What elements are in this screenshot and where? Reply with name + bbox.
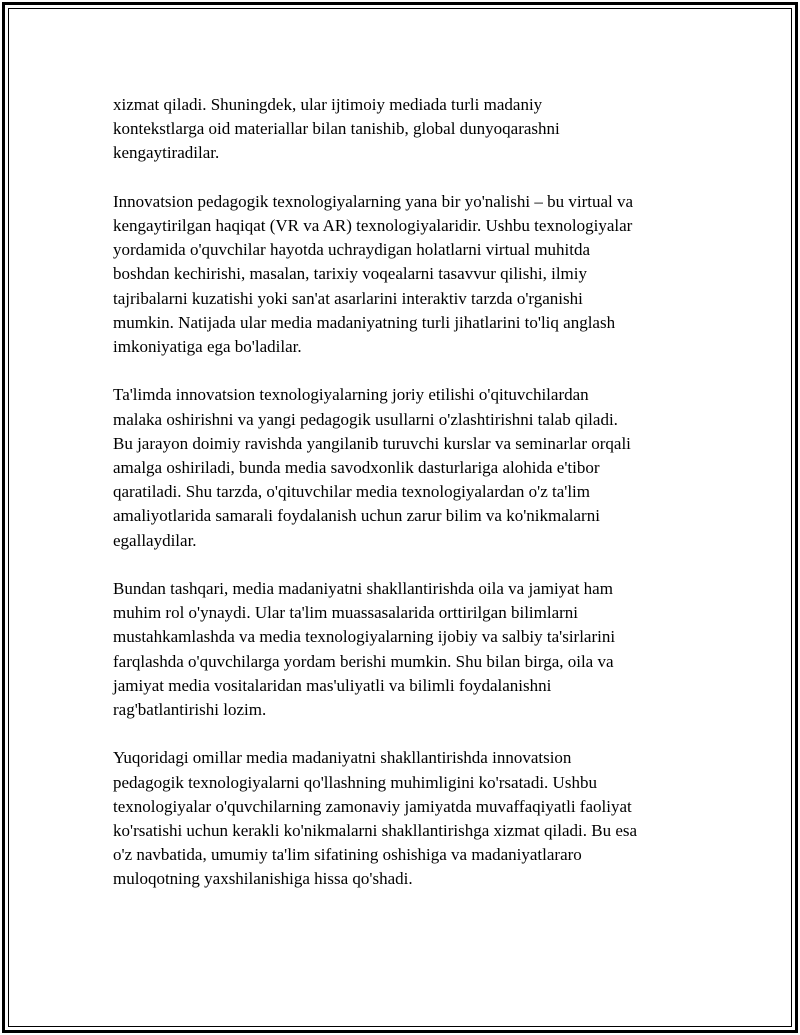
paragraph-4 xyxy=(113,577,703,722)
paragraph-line: tajribalarni kuzatishi yoki san'at asarlarini interaktiv tarzda o'rganishi xyxy=(113,288,583,308)
paragraph-1 xyxy=(113,93,703,166)
paragraph-line: egallaydilar. xyxy=(113,530,197,550)
paragraph-line: Ta'limda innovatsion texnologiyalarning joriy etilishi o'qituvchilardan xyxy=(113,385,589,405)
paragraph-line: Innovatsion pedagogik texnologiyalarning yana bir yo'nalishi – bu virtual va xyxy=(113,191,634,211)
paragraph-line: texnologiyalar o'quvchilarning zamonaviy jamiyatda muvaffaqiyatli faoliyat xyxy=(113,796,632,816)
paragraph-line: kengaytiradilar. xyxy=(113,143,220,163)
paragraph-5 xyxy=(113,746,703,891)
paragraph-line: kengaytirilgan haqiqat (VR va AR) texnologiyalaridir. Ushbu texnologiyalar xyxy=(113,216,633,235)
paragraph-line: jamiyat media vositalaridan mas'uliyatli va bilimli foydalanishni xyxy=(113,675,552,695)
paragraph-line: amaliyotlarida samarali foydalanish uchun zarur bilim va ko'nikmalarni xyxy=(113,506,600,526)
paragraph-line: mustahkamlashda va media texnologiyalarning ijobiy va salbiy ta'sirlarini xyxy=(113,627,616,647)
paragraph-line: amalga oshiriladi, bunda media savodxonlik dasturlariga alohida e'tibor xyxy=(113,458,600,478)
document-body xyxy=(113,93,703,916)
paragraph-3 xyxy=(113,383,703,552)
paragraph-line: ko'rsatishi uchun kerakli ko'nikmalarni shakllantirishga xizmat qiladi. Bu esa xyxy=(113,821,638,841)
paragraph-line: pedagogik texnologiyalarni qo'llashning muhimligini ko'rsatadi. Ushbu xyxy=(113,772,597,792)
paragraph-line: muhim rol o'ynaydi. Ular ta'lim muassasalarida orttirilgan bilimlarni xyxy=(113,603,579,623)
paragraph-line: Bundan tashqari, media madaniyatni shakllantirishda oila va jamiyat ham xyxy=(113,579,613,599)
paragraph-line: yordamida o'quvchilar hayotda uchraydigan holatlarni virtual muhitda xyxy=(113,240,591,260)
paragraph-2 xyxy=(113,190,703,359)
paragraph-line: Bu jarayon doimiy ravishda yangilanib turuvchi kurslar va seminarlar orqali xyxy=(113,433,631,453)
paragraph-line: farqlashda o'quvchilarga yordam berishi mumkin. Shu bilan birga, oila va xyxy=(113,651,614,671)
paragraph-line: mumkin. Natijada ular media madaniyatning turli jihatlarini to'liq anglash xyxy=(113,312,616,332)
paragraph-line: o'z navbatida, umumiy ta'lim sifatining oshishiga va madaniyatlararo xyxy=(113,845,582,865)
paragraph-line: xizmat qiladi. Shuningdek, ular ijtimoiy mediada turli madaniy xyxy=(113,95,543,114)
paragraph-line: muloqotning yaxshilanishiga hissa qo'shadi. xyxy=(113,869,413,889)
paragraph-line: boshdan kechirishi, masalan, tarixiy voqealarni tasavvur qilishi, ilmiy xyxy=(113,264,588,284)
paragraph-line: kontekstlarga oid materiallar bilan tanishib, global dunyoqarashni xyxy=(113,119,560,139)
paragraph-line: imkoniyatiga ega bo'ladilar. xyxy=(113,337,302,357)
paragraph-line: Yuqoridagi omillar media madaniyatni shakllantirishda innovatsion xyxy=(113,748,572,768)
paragraph-line: rag'batlantirishi lozim. xyxy=(113,700,267,720)
paragraph-line: qaratiladi. Shu tarzda, o'qituvchilar media texnologiyalardan o'z ta'lim xyxy=(113,482,591,502)
paragraph-line: malaka oshirishni va yangi pedagogik usullarni o'zlashtirishni talab qiladi. xyxy=(113,409,618,429)
